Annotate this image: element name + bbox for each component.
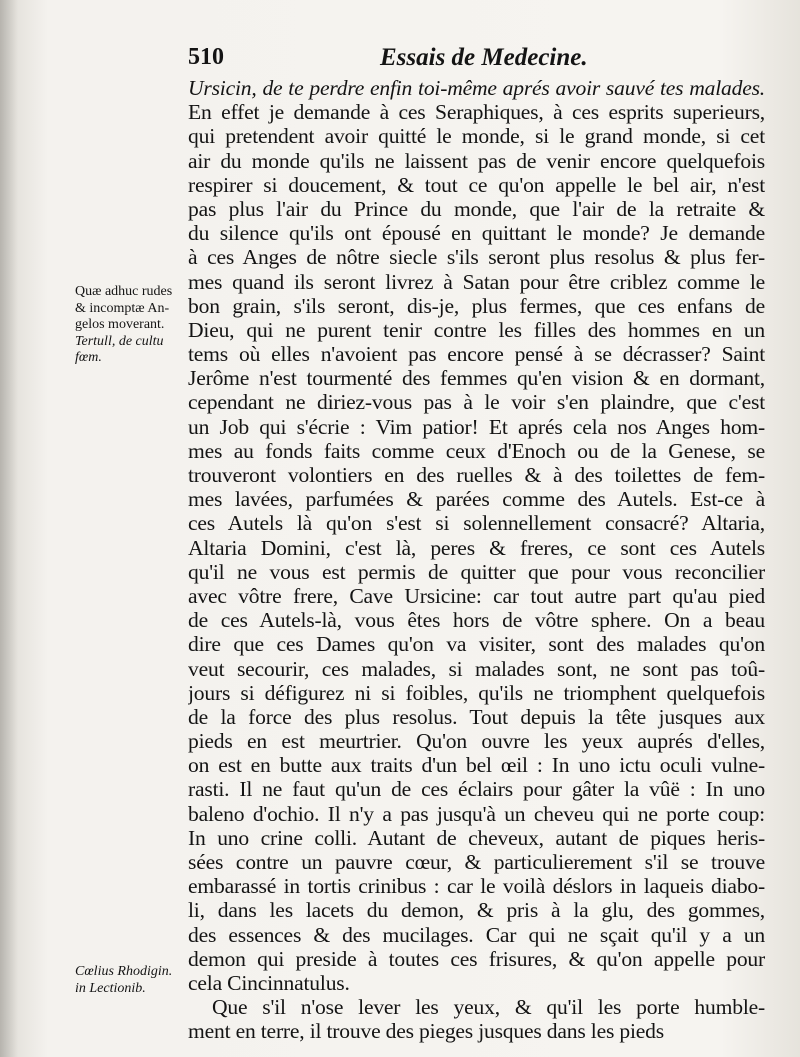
text-line: rasti. Il ne faut qu'un de ces éclairs pour gâter la vûë : In uno xyxy=(188,777,765,802)
margin-note-line: gelos moverant. xyxy=(75,317,165,332)
text-line: En effet je demande à ces Seraphiques, à ces esprits superieurs, xyxy=(188,100,765,125)
text-line: à ces Anges de nôtre siecle s'ils seront plus resolus & plus fer- xyxy=(188,245,765,270)
text-line: ment en terre, il trouve des pieges jusques dans les pieds xyxy=(188,1019,664,1044)
text-line: mes au fonds faits comme ceux d'Enoch ou de la Genese, se xyxy=(188,438,765,463)
text-line: trouveront volontiers en des ruelles & à des toilettes de fem- xyxy=(188,463,765,487)
text-line: dire que ces Dames qu'on va visiter, sont des malades qu'on xyxy=(188,632,765,657)
text-line: jours si défigurez ni si foibles, qu'ils ne triomphent quelquefois xyxy=(188,680,765,705)
text-line: des essences & des mucilages. Car qui ne sçait qu'il y a un xyxy=(188,922,765,947)
text-line: qui pretendent avoir quitté le monde, si le grand monde, si cet xyxy=(188,124,765,149)
text-line: Ursicin, de te perdre enfin toi-même aprés avoir sauvé tes malades. xyxy=(188,76,765,100)
text-line: bon grain, s'ils seront, dis-je, plus fermes, que ces enfans de xyxy=(188,293,765,318)
body-text xyxy=(188,76,765,1044)
text-line: baleno d'ochio. Il n'y a pas jusqu'à un cheveu qui ne porte coup: xyxy=(188,801,765,826)
text-line: avec vôtre frere, Cave Ursicine: car tout autre part qu'au pied xyxy=(188,583,765,608)
text-line: respirer si doucement, & tout ce qu'on appelle le bel air, n'est xyxy=(188,172,765,197)
text-line: pieds en est meurtrier. Qu'on ouvre les yeux auprés d'elles, xyxy=(188,729,765,754)
text-line: In uno crine colli. Autant de cheveux, autant de piques heris- xyxy=(188,825,765,850)
margin-note-line: Cœlius Rhodigin. xyxy=(75,964,173,979)
text-line: air du monde qu'ils ne laissent pas de venir encore quelquefois xyxy=(188,148,765,173)
text-line: du silence qu'ils ont épousé en quittant le monde? Je demande xyxy=(188,221,765,246)
text-line: Dieu, qui ne purent tenir contre les filles des hommes en un xyxy=(188,317,765,342)
margin-note-rhodiginus xyxy=(75,964,185,997)
text-line: tems où elles n'avoient pas encore pensé à se décrasser? Saint xyxy=(188,342,765,367)
text-line: de la force des plus resolus. Tout depuis la tête jusques aux xyxy=(188,704,765,729)
text-line: on est en butte aux traits d'un bel œil : In uno ictu oculi vulne- xyxy=(188,753,765,778)
text-line: un Job qui s'écrie : Vim patior! Et aprés cela nos Anges hom- xyxy=(188,414,765,439)
text-line: ces Autels là qu'on s'est si solennellement consacré? Altaria, xyxy=(188,511,765,536)
text-line: sées contre un pauvre cœur, & particulierement s'il se trouve xyxy=(188,850,765,874)
margin-note-line: Quæ adhuc rudes xyxy=(75,284,173,299)
text-line: de ces Autels-là, vous êtes hors de vôtre sphere. On a beau xyxy=(188,608,765,633)
text-line: embarassé in tortis crinibus : car le voilà déslors in laqueis diabo- xyxy=(188,874,765,899)
page-number: 510 xyxy=(188,44,224,70)
text-line: mes quand ils seront livrez à Satan pour être criblez comme le xyxy=(188,269,765,294)
margin-note-line: fœm. xyxy=(75,350,102,365)
margin-note-line: & incomptæ An- xyxy=(75,300,170,316)
text-line: cela Cincinnatulus. xyxy=(188,970,350,995)
margin-note-line: in Lectionib. xyxy=(75,980,146,996)
text-line: cependant ne diriez-vous pas à le voir s'en plaindre, que c'est xyxy=(188,390,765,415)
text-line: Altaria Domini, c'est là, peres & freres, ce sont ces Autels xyxy=(188,535,765,560)
text-line: Jerôme n'est tourmenté des femmes qu'en vision & en dormant, xyxy=(188,366,765,391)
text-line: pas plus l'air du Prince du monde, que l'air de la retraite & xyxy=(188,196,765,221)
running-head xyxy=(188,44,760,74)
text-line: Que s'il n'ose lever les yeux, & qu'il les porte humble- xyxy=(212,995,765,1020)
text-line: qu'il ne vous est permis de quitter que pour vous reconcilier xyxy=(188,559,765,584)
margin-note-line: Tertull, de cultu xyxy=(75,333,164,349)
spine-shadow xyxy=(0,0,18,1057)
text-line: mes lavées, parfumées & parées comme des Autels. Est-ce à xyxy=(188,487,765,512)
margin-note-tertullian xyxy=(75,284,185,367)
text-line: demon qui preside à toutes ces frisures, & qu'on appelle pour xyxy=(188,946,765,971)
text-line: li, dans les lacets du demon, & pris à la glu, des gommes, xyxy=(188,898,765,923)
running-title: Essais de Medecine. xyxy=(380,44,588,71)
text-line: veut secourir, ces malades, si malades sont, ne sont pas toû- xyxy=(188,656,765,681)
